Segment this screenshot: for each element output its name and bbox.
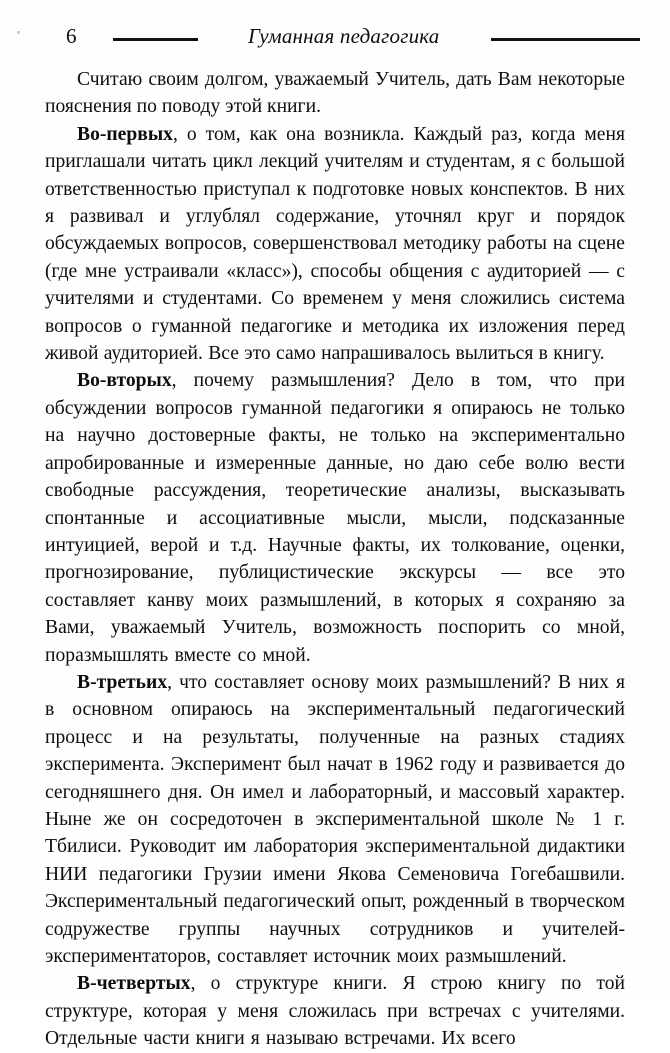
paragraph-text: Считаю своим долгом, уважаемый Учитель, дать Вам некоторые пояснения по поводу этой книги. — [45, 69, 625, 118]
paragraph-intro — [45, 66, 625, 121]
paragraph-text: , почему размышления? Дело в том, что при обсуждении вопросов гуманной педагогики я опираюсь не только на научно достоверные факты, не только на экспериментально апробированные и измеренные данные, но даю себе волю вести свободные рассуждения, теоретические анализы, высказывать спонтанные и ассоциативные мысли, мысли, подсказанные интуицией, верой и т.д. Научные факты, их толкование, оценки, прогнозирование, публицистические экскурсы — все это составляет канву моих размышлений, в которых я сохраняю за Вами, уважаемый Учитель, возможность поспорить со мной, поразмышлять вместе со мной. — [45, 370, 625, 666]
paragraph-second — [45, 367, 625, 668]
paragraph-lead-in: Во-первых — [77, 123, 173, 145]
paragraph-lead-in: В-четвертых — [77, 973, 191, 995]
paragraph-text: , о структуре книги. Я строю книгу по той структуре, которая у меня сложилась при встречах с учителями. Отдельные части книги я называю встречами. Их всего — [45, 973, 625, 1050]
running-header — [0, 22, 670, 52]
header-rule-left — [113, 38, 198, 41]
page-number: 6 — [66, 24, 77, 48]
paragraph-lead-in: В-третьих — [77, 671, 168, 693]
running-title: Гуманная педагогика — [248, 24, 440, 48]
body-text-column — [45, 66, 625, 1053]
header-rule-right — [491, 38, 640, 41]
paragraph-fourth — [45, 970, 625, 1052]
paragraph-third — [45, 669, 625, 970]
scan-speck-lower — [380, 968, 383, 970]
paragraph-lead-in: Во-вторых — [77, 370, 172, 392]
paragraph-text: , что составляет основу моих размышлений? В них я в основном опираюсь на экспериментальный педагогический процесс и на результаты, полученные на разных стадиях эксперимента. Эксперимент был начат в 1962 году и развивается до сегодняшнего дня. Он имел и лабораторный, и массовый характер. Ныне же он сосредоточен в экспериментальной школе № 1 г. Тбилиси. Руководит им лаборатория экспериментальной дидактики НИИ педагогики Грузии имени Якова Семеновича Гогебашвили. Экспериментальный педагогический опыт, рожденный в творческом содружестве группы научных сотрудников и учителей-экспериментаторов, составляет источник моих размышлений. — [45, 671, 625, 967]
paragraph-first — [45, 121, 625, 368]
paragraph-text: , о том, как она возникла. Каждый раз, когда меня приглашали читать цикл лекций учителям и студентам, я с большой ответственностью приступал к подготовке новых конспектов. В них я развивал и углублял содержание, уточнял круг и порядок обсуждаемых вопросов, совершенствовал методику работы на сцене (где мне устраивали «класс»), способы общения с аудиторией — с учителями и студентами. Со временем у меня сложились система вопросов о гуманной педагогике и методика их изложения перед живой аудиторией. Все это само напрашивалось вылиться в книгу. — [45, 123, 625, 365]
